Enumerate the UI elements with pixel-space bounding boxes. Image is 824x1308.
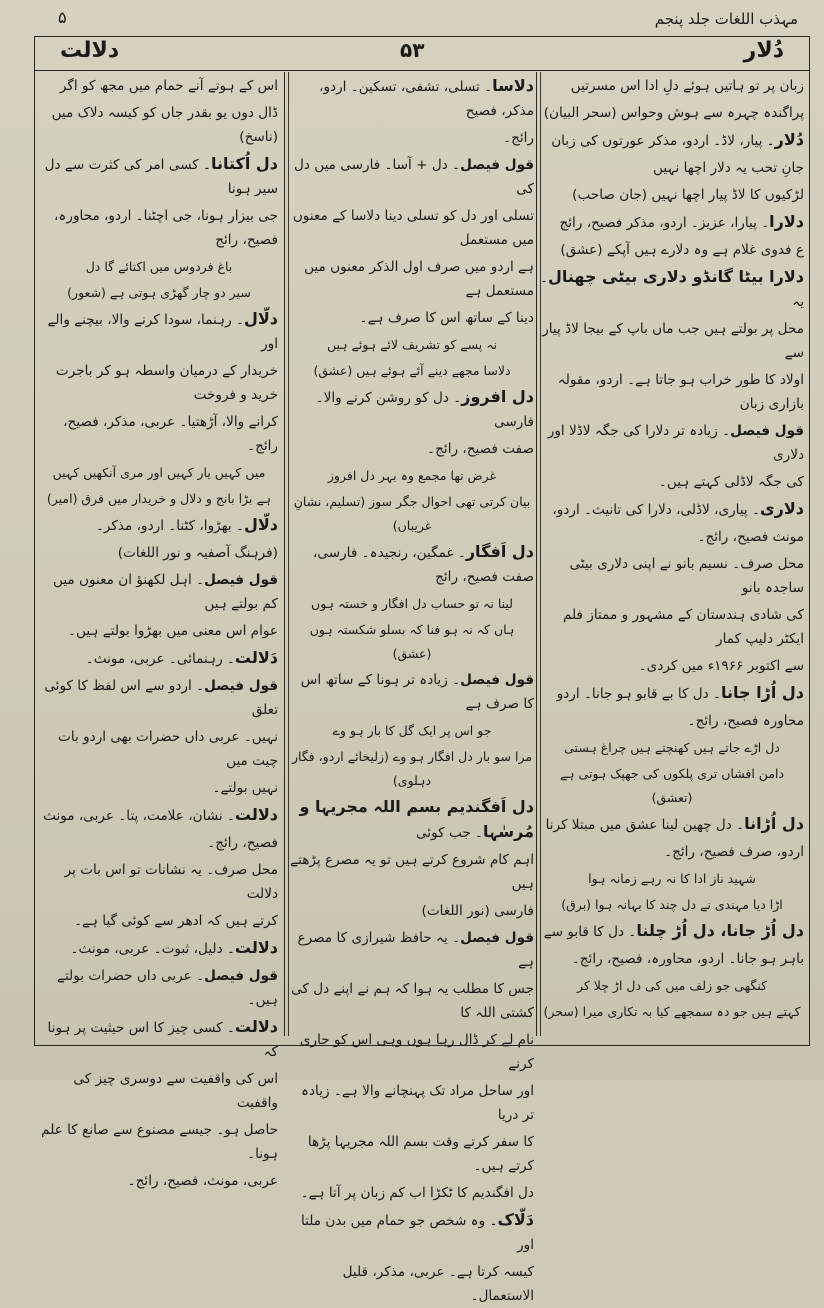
headword: دلالت [234, 1017, 278, 1036]
verdict-label: قول فیصل [460, 672, 534, 688]
text-line: نام لے کر ڈال رہا ہوں وہی اس کو جاری کرنے [299, 1032, 534, 1072]
verse-line: لینا نہ تو حساب دل افگار و خستہ ہوں [311, 596, 513, 611]
definition-text: ۔ غمگین، رنجیدہ۔ فارسی، صفت فصیح، رائج [313, 545, 534, 585]
verdict-text: ۔ زیادہ تر دلارا کی جگہ لاڈلا اور دلاری [547, 423, 804, 463]
text-line: زبان پر تو ہاتیں ہوئے دلِ ادا اس مسرتیں [570, 78, 804, 94]
definition-text: ۔ نشان، علامت، پتا۔ عربی، مونث [43, 808, 235, 824]
text-line: رائج۔ [503, 130, 534, 146]
dictionary-entry [40, 803, 278, 828]
headword: دَلالت [234, 648, 278, 667]
text-line: دل افگندیم کا ٹکڑا اب کم زبان پر آتا ہے۔ [300, 1185, 534, 1201]
verdict-label: قول فیصل [204, 572, 278, 588]
verse-line: بیان کرتی تھی احوال جگر سوز (تسلیم، نشانِ غریباں) [293, 494, 531, 533]
headword: دلّال [243, 515, 278, 534]
verse-line: اڑا دیا مہندی نے دل چند کا بہانہ ہوا (برق) [561, 897, 783, 912]
column-rule [536, 72, 537, 1036]
verdict-text: ۔ اہل لکھنؤ ان معنوں میں کم بولتے ہیں [52, 572, 278, 612]
column-rule [284, 72, 285, 1036]
headword: دلالت [234, 938, 278, 957]
verdict-text: ۔ زیادہ تر ہونا کے ساتھ اس کا صرف ہے [300, 672, 534, 712]
text-line: تسلی اور دل کو تسلی دینا دلاسا کے معنوں میں مستعمل [292, 208, 534, 248]
definition-text: ۔ یہ [540, 270, 804, 310]
headword: دل اُڑا جانا [721, 683, 804, 702]
text-line: خریدار کے درمیان واسطہ ہو کر باجرت خرید و فروخت [55, 363, 278, 403]
verse-line: ہے بڑا بانج و دلال و خریدار میں فرق (امیر) [46, 491, 272, 506]
running-head: مہذب اللغات جلد پنجم [654, 10, 798, 28]
column-rule [288, 72, 289, 1036]
text-line: اور ساحل مراد تک پہنچانے والا ہے۔ زیادہ تر دریا [301, 1083, 534, 1123]
headword: دل اُڑ جانا، دل اُڑ چلنا [636, 921, 804, 940]
dictionary-entry [290, 1208, 534, 1257]
verdict-label: قول فیصل [204, 678, 278, 694]
verse-line: دلاسا مجھے دینے آئے ہوئے ہیں (عشق) [313, 363, 511, 378]
text-line: کی شادی ہندستان کے مشہور و ممتاز فلم ایکٹر دلیپ کمار [562, 607, 804, 647]
text-line: ع فدوی غلام ہے وہ دلارے ہیں آپکے (عشق) [560, 242, 804, 258]
dictionary-entry [40, 1015, 278, 1064]
text-line: فارسی (نور اللغات) [421, 903, 534, 919]
text-line: محاورہ فصیح، رائج۔ [687, 713, 804, 729]
verse-line: دامن افشاں تری پلکوں کی جھپک ہوتی ہے (تعشق) [559, 766, 785, 805]
headword: دلارا بیٹا گانڈو دلاری بیٹی چھنال [547, 267, 804, 286]
header-right-word: دُلار [743, 38, 784, 63]
definition-text: ۔ دل کا بے قابو ہو جانا۔ اردو [556, 686, 722, 702]
dictionary-entry [290, 385, 534, 434]
headword: دل اَفگندیم بسم اللہ مجریہا و مُرسٰہا [299, 797, 534, 841]
verdict-label: قول فیصل [204, 968, 278, 984]
text-line: ڈال دوں یو بقدر جاں کو کیسہ دلاک میں (ناسخ) [51, 105, 278, 145]
definition-text: ۔ دلیل، ثبوت۔ عربی، مونث۔ [70, 941, 235, 957]
verse-line: شہید ناز ادا کا نہ رہے زمانہ ہوا [588, 871, 756, 886]
text-line: نہیں۔ عربی داں حضرات بھی اردو بات چیت میں [58, 729, 278, 769]
verdict-text: ۔ عربی داں حضرات بولتے ہیں۔ [56, 968, 278, 1008]
headword: دلّال [243, 309, 278, 328]
verdict-note [290, 926, 534, 974]
text-line: حاصل ہو۔ جیسے مصنوع سے صانع کا علم ہونا۔ [41, 1122, 278, 1162]
verdict-note [40, 964, 278, 1012]
dictionary-entry [40, 152, 278, 201]
text-line: اہم کام شروع کرتے ہیں تو یہ مصرع پڑھتے ہیں [290, 852, 534, 892]
verdict-label: قول فیصل [460, 157, 534, 173]
text-line: کرتے ہیں کہ ادھر سے کوئی گیا ہے۔ [74, 913, 278, 929]
column-middle [290, 74, 534, 1304]
dictionary-entry [290, 74, 534, 123]
definition-text: ۔ جب کوئی [416, 825, 484, 841]
verse-line: نہ پسے کو تشریف لائے ہوئے ہیں [326, 337, 498, 352]
text-line: پراگندہ چہرہ سے ہوش وحواس (سحر البیان) [543, 105, 804, 121]
verdict-label: قول فیصل [730, 423, 804, 439]
text-line: اس کے ہوتے آنے حمام میں مجھ کو اگر [59, 78, 278, 94]
headword: دُلار [774, 130, 804, 149]
text-line: اردو، صرف فصیح، رائج۔ [664, 844, 804, 860]
dictionary-entry [290, 795, 534, 845]
verse-line: غرض تھا مجمع وہ بہر دل افروز [327, 468, 497, 483]
page-number: ۵۳ [400, 38, 425, 62]
definition-text: ۔ کسی امر کی کثرت سے دل سیر ہونا [44, 157, 278, 197]
definition-text: ۔ رہنمائی۔ عربی، مونث۔ [85, 651, 235, 667]
headword: دلالت [234, 805, 278, 824]
text-line: مونث فصیح، رائج۔ [697, 529, 804, 545]
text-line: محل پر بولتے ہیں جب ماں باپ کے بیجا لاڈ پیار سے [542, 321, 804, 361]
verdict-text: ۔ اردو سے اس لفظ کا کوئی تعلق [44, 678, 278, 718]
verdict-label: قول فیصل [460, 930, 534, 946]
text-line: باہر ہو جانا۔ اردو، محاورہ، فصیح، رائج۔ [571, 951, 804, 967]
verdict-note [40, 674, 278, 722]
dictionary-entry [40, 307, 278, 356]
text-line: جس کا مطلب یہ ہوا کہ ہم نے اپنے دل کی کشتی اللہ کا [291, 981, 534, 1021]
headword: دل اُڑانا [744, 814, 804, 833]
text-line: اولاد کا طور خراب ہو جاتا ہے۔ اردو، مقولہ بازاری زبان [557, 372, 804, 412]
header-rule [34, 70, 810, 71]
text-line: محل صرف۔ نسیم بانو نے اپنی دلاری بیٹی ساجدہ بانو [569, 556, 804, 596]
text-line: لڑکیوں کا لاڈ پیار اچھا نہیں (جان صاحب) [572, 187, 804, 203]
text-line: جانِ تحب یہ دلار اچھا نہیں [653, 160, 804, 176]
dictionary-entry [540, 265, 804, 314]
headword: دَلّاک [497, 1210, 534, 1229]
dictionary-entry [540, 128, 804, 153]
text-line: کیسہ کرتا ہے۔ عربی، مذکر، قلیل الاستعمال۔ [342, 1264, 534, 1304]
dictionary-entry [40, 513, 278, 538]
verdict-note [40, 568, 278, 616]
text-line: محل صرف۔ یہ نشانات تو اس بات پر دلالت [64, 862, 278, 902]
headword: دلاسا [492, 76, 534, 95]
text-line: (فرہنگ آصفیہ و نور اللغات) [117, 545, 278, 561]
column-right [540, 74, 804, 1034]
dictionary-entry [540, 681, 804, 706]
verse-line: ہاں کہ نہ ہو فنا کہ بسلو شکستہ ہوں (عشق) [309, 622, 515, 661]
text-line: صفت فصیح، رائج۔ [427, 441, 534, 457]
verse-line: باغ فردوس میں اکتائے گا دل [85, 259, 233, 274]
dictionary-entry [540, 210, 804, 235]
headword: دل اَفگار [465, 542, 534, 561]
verdict-note [540, 419, 804, 467]
text-line: کی جگہ لاڈلی کہتے ہیں۔ [658, 474, 804, 490]
dictionary-entry [40, 646, 278, 671]
text-line: فصیح، رائج۔ [207, 835, 278, 851]
definition-text: ۔ دل کو روشن کرنے والا۔ فارسی [315, 390, 534, 430]
dictionary-entry [290, 540, 534, 589]
definition-text: ۔ دل کا قابو سے [543, 924, 637, 940]
definition-text: ۔ وہ شخص جو حمام میں بدن ملتا اور [301, 1213, 534, 1253]
text-line: کا سفر کرتے وقت بسم اللہ مجریہا پڑھا کرتے ہیں۔ [307, 1134, 534, 1174]
dictionary-entry [540, 919, 804, 944]
dictionary-entry [540, 497, 804, 522]
verdict-text: ۔ یہ حافظ شیرازی کا مصرع ہے [297, 930, 534, 970]
text-line: اس کی واقفیت سے دوسری چیز کی واقفیت [73, 1071, 278, 1111]
dictionary-entry [40, 936, 278, 961]
verse-line: مرا سو بار دل افگار ہو وے (زلیخائے اردو، فگار دہلوی) [291, 749, 533, 788]
verdict-note [290, 153, 534, 201]
definition-text: ۔ پیارا، عزیز۔ اردو، مذکر فصیح، رائج [559, 215, 770, 231]
text-line: سے اکتوبر ۱۹۶۶ء میں کردی۔ [638, 658, 804, 674]
definition-text: ۔ کسی چیز کا اس حیثیت پر ہونا کہ [47, 1020, 278, 1060]
definition-text: ۔ پیاری، لاڈلی، دلارا کی تانیث۔ اردو، [552, 502, 760, 518]
headword: دل اُکتانا [210, 154, 278, 173]
text-line: کرانے والا، آڑھتیا۔ عربی، مذکر، فصیح، رائج۔ [63, 414, 278, 454]
definition-text: ۔ بھڑوا، کٹنا۔ اردو، مذکر۔ [95, 518, 244, 534]
verse-line: کہتے ہیں جو دہ سمجھے کیا بہ تکاری میرا (سحر) [543, 1004, 801, 1019]
headword: دلارا [769, 212, 804, 231]
verse-line: سیر دو چار گھڑی ہوتی ہے (شعور) [67, 285, 251, 300]
text-line: جی بیزار ہونا، جی اچٹنا۔ اردو، محاورہ، فصیح، رائج [54, 208, 278, 248]
headword: دل افروز [461, 387, 534, 406]
verse-line: دل اڑے جاتے ہیں کھنچتے ہیں چراغ ہستی [564, 740, 780, 755]
text-line: دینا کے ساتھ اس کا صرف ہے۔ [359, 310, 534, 326]
headword: دلاری [760, 499, 804, 518]
column-left [40, 74, 278, 1189]
verse-line: میں کہیں یار کہیں اور مری آنکھیں کہیں [52, 465, 266, 480]
text-line: عوام اس معنی میں بھڑوا بولتے ہیں۔ [68, 623, 278, 639]
verdict-note [290, 668, 534, 716]
header-left-word: دلالت [60, 38, 120, 63]
definition-text: ۔ پیار، لاڈ۔ اردو، مذکر عورتوں کی زبان [551, 133, 775, 149]
verse-line: جو اس پر ایک گل کا بار ہو وے [332, 723, 492, 738]
text-line: ہے اردو میں صرف اول الذکر معنوں میں مستعمل ہے [304, 259, 534, 299]
definition-text: ۔ دل چھین لینا عشق میں مبتلا کرنا [545, 817, 745, 833]
text-line: عربی، مونث، فصیح، رائج۔ [127, 1173, 278, 1189]
running-page-number: ۵ [58, 8, 67, 27]
verse-line: کنگھی جو زلف میں کی دل اڑ چلا کر [576, 978, 768, 993]
definition-text: ۔ رہنما، سودا کرنے والا، بیچنے والے اور [47, 312, 278, 352]
definition-text: ۔ تسلی، تشفی، تسکین۔ اردو، مذکر، فصیح [319, 79, 534, 119]
dictionary-entry [540, 812, 804, 837]
text-line: نہیں بولتے۔ [212, 780, 278, 796]
verdict-text: ۔ دل + آسا۔ فارسی میں دل کی [293, 157, 534, 197]
